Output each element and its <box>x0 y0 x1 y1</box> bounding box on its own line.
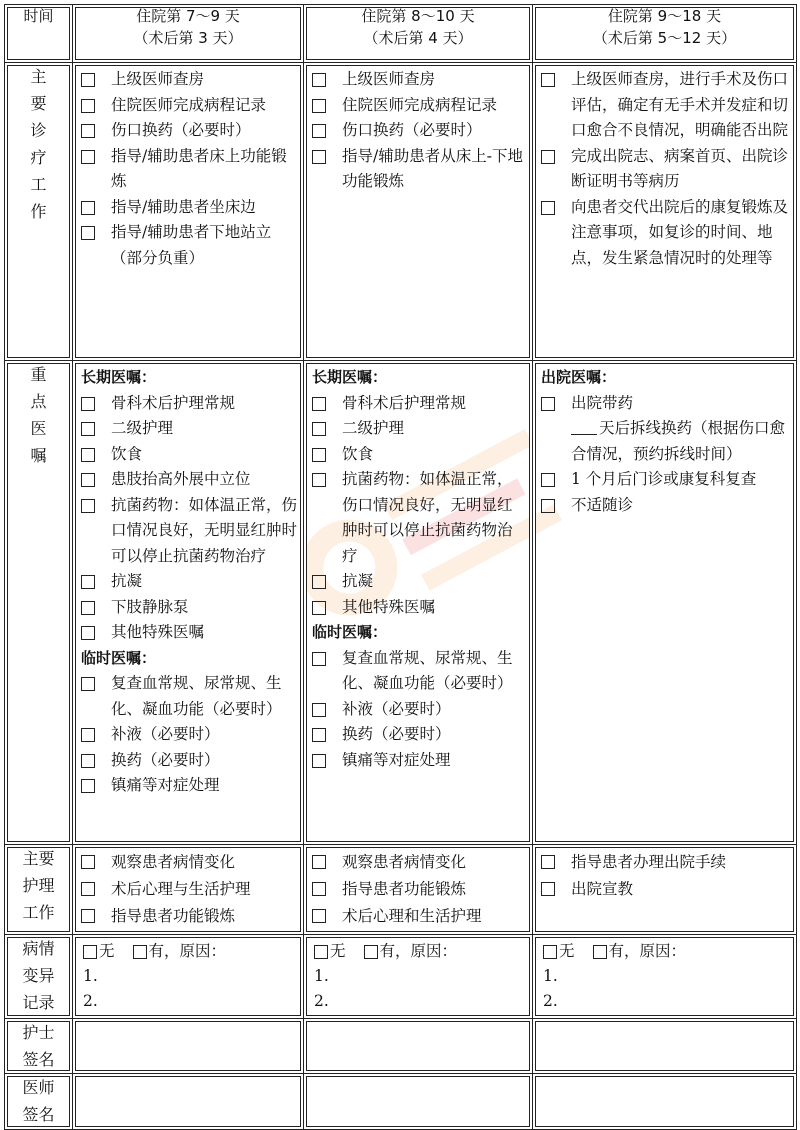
item-text: 其他特殊医嘱 <box>111 623 205 641</box>
checklist-item <box>81 876 297 903</box>
has-reason-label: 有，原因： <box>379 942 458 960</box>
checkbox-has[interactable] <box>364 945 378 959</box>
label-char: 要 <box>30 94 47 113</box>
checklist-item <box>541 391 790 417</box>
col3-header-line1: 住院第 9～18 天 <box>607 7 722 25</box>
reason-line-2[interactable]: 2. <box>83 992 98 1010</box>
checkbox[interactable] <box>81 73 95 87</box>
nurse-sign-label <box>5 1019 72 1073</box>
label-line: 签名 <box>22 1105 55 1124</box>
reason-line-1[interactable]: 1. <box>83 967 98 985</box>
checklist-item <box>541 195 790 272</box>
item-text: 其他特殊医嘱 <box>342 597 436 616</box>
label-char: 诊 <box>30 121 47 140</box>
variation-col1 <box>73 935 304 1019</box>
nursing-col1 <box>73 845 304 935</box>
checkbox[interactable] <box>312 882 326 896</box>
col1-header-cell <box>73 5 304 63</box>
col1-header-line1: 住院第 7～9 天 <box>136 7 240 25</box>
nurse-sign-row <box>5 1019 797 1074</box>
checkbox[interactable] <box>81 779 95 793</box>
item-text: 镇痛等对症处理 <box>342 750 451 769</box>
checkbox[interactable] <box>81 499 95 513</box>
col2-header-cell <box>304 5 533 63</box>
checkbox[interactable] <box>312 397 326 411</box>
checkbox[interactable] <box>81 124 95 138</box>
label-line: 医师 <box>22 1078 55 1097</box>
variation-label-cell <box>5 935 73 1019</box>
label-char: 主 <box>30 67 47 86</box>
checklist-item <box>541 467 790 493</box>
checklist-item <box>312 595 526 621</box>
item-text: 补液（必要时） <box>111 725 220 743</box>
item-text: 指导患者功能锻炼 <box>342 880 467 898</box>
item-text: 指导患者办理出院手续 <box>571 853 727 871</box>
nursing-col3 <box>533 845 797 935</box>
checklist-item <box>81 391 297 417</box>
item-text: 换药（必要时） <box>342 725 451 743</box>
checkbox[interactable] <box>541 499 555 513</box>
item-text: 伤口换药（必要时） <box>342 121 482 139</box>
label-line: 签名 <box>22 1050 55 1069</box>
checkbox[interactable] <box>541 201 555 215</box>
checkbox[interactable] <box>541 397 555 411</box>
checklist-item <box>81 493 297 570</box>
checklist-item <box>312 144 526 195</box>
checkbox[interactable] <box>81 448 95 462</box>
checkbox[interactable] <box>312 728 326 742</box>
checklist-item <box>81 849 297 876</box>
suture-removal-line <box>541 416 790 467</box>
checkbox[interactable] <box>312 703 326 717</box>
item-text: 出院宣教 <box>571 880 634 898</box>
checkbox[interactable] <box>541 150 555 164</box>
checkbox[interactable] <box>81 754 95 768</box>
checklist-item <box>81 144 297 195</box>
item-text: 出院带药 <box>571 393 634 412</box>
item-text: 骨科术后护理常规 <box>111 393 236 412</box>
item-text: 复查血常规、尿常规、生化、凝血功能（必要时） <box>342 648 513 692</box>
item-text: 1 个月后门诊或康复科复查 <box>571 470 757 488</box>
checklist-item <box>312 903 526 930</box>
checklist-item <box>312 697 526 723</box>
checkbox[interactable] <box>81 909 95 923</box>
item-text: 向患者交代出院后的康复锻炼及注意事项，如复诊的时间、地点，发生紧急情况时的处理等 <box>571 197 789 267</box>
item-text: 骨科术后护理常规 <box>342 393 467 412</box>
checkbox-none[interactable] <box>314 945 328 959</box>
checkbox[interactable] <box>312 909 326 923</box>
orders-row <box>5 361 797 845</box>
checklist-item <box>312 646 526 697</box>
checkbox[interactable] <box>312 124 326 138</box>
checklist-item <box>541 144 790 195</box>
col2-header-line1: 住院第 8～10 天 <box>361 7 475 25</box>
item-text: 抗凝 <box>342 572 374 590</box>
item-text: 饮食 <box>342 444 374 463</box>
checkbox[interactable] <box>81 397 95 411</box>
checklist-item <box>312 748 526 774</box>
label-line: 护理 <box>22 876 55 895</box>
checkbox[interactable] <box>312 73 326 87</box>
pathway-table <box>4 4 797 1130</box>
col1-header-line2: （术后第 3 天） <box>133 29 243 47</box>
long-term-orders-title: 长期医嘱： <box>312 368 388 386</box>
checkbox[interactable] <box>312 150 326 164</box>
variation-col3 <box>533 935 797 1019</box>
item-text: 二级护理 <box>342 419 405 437</box>
item-text: 镇痛等对症处理 <box>111 776 220 794</box>
checkbox[interactable] <box>541 473 555 487</box>
nurse-sign-col1[interactable] <box>73 1019 304 1074</box>
checkbox[interactable] <box>312 99 326 113</box>
checkbox[interactable] <box>312 473 326 487</box>
checklist-item <box>541 849 790 876</box>
label-char: 重 <box>30 365 47 384</box>
item-text: 补液（必要时） <box>342 699 451 718</box>
orders-label-cell <box>5 361 73 845</box>
checkbox[interactable] <box>312 422 326 436</box>
label-char: 作 <box>30 202 47 221</box>
checklist-item <box>81 93 297 119</box>
checklist-item <box>541 67 790 144</box>
none-label: 无 <box>330 942 346 960</box>
header-row <box>5 5 797 63</box>
nursing-col2 <box>304 845 533 935</box>
reason-line-1[interactable]: 1. <box>314 967 329 985</box>
item-text: 抗菌药物：如体温正常，伤口情况良好，无明显红肿时可以停止抗菌药物治疗 <box>111 495 298 565</box>
checkbox[interactable] <box>81 201 95 215</box>
checkbox[interactable] <box>541 855 555 869</box>
checkbox[interactable] <box>312 855 326 869</box>
label-line: 变异 <box>22 966 55 985</box>
checklist-item <box>312 569 526 595</box>
checkbox[interactable] <box>312 754 326 768</box>
checklist-item <box>81 67 297 93</box>
checkbox[interactable] <box>312 448 326 462</box>
variation-col2 <box>304 935 533 1019</box>
reason-line-2[interactable]: 2. <box>314 992 329 1010</box>
item-text: 住院医师完成病程记录 <box>342 95 498 114</box>
checklist-item <box>81 671 297 722</box>
item-text: 指导患者功能锻炼 <box>111 907 236 925</box>
checkbox[interactable] <box>312 575 326 589</box>
none-label: 无 <box>559 942 575 960</box>
label-line: 病情 <box>22 939 55 958</box>
checklist-item <box>312 67 526 93</box>
reason-line-1[interactable]: 1. <box>543 967 558 985</box>
main-work-col1 <box>73 63 304 361</box>
main-work-label-cell <box>5 63 73 361</box>
doctor-sign-label <box>5 1074 72 1128</box>
doctor-sign-col1[interactable] <box>73 1074 304 1130</box>
item-text: 抗菌药物：如体温正常，伤口情况良好，无明显红肿时可以停止抗菌药物治疗 <box>342 470 513 565</box>
checklist-item <box>81 467 297 493</box>
checkbox[interactable] <box>81 473 95 487</box>
checkbox[interactable] <box>312 601 326 615</box>
nursing-label-cell <box>5 845 73 935</box>
checklist-item <box>81 722 297 748</box>
main-work-col2 <box>304 63 533 361</box>
main-work-row <box>5 63 797 361</box>
checklist-item <box>81 195 297 221</box>
item-text: 抗凝 <box>111 572 143 590</box>
checklist-item <box>81 416 297 442</box>
checkbox[interactable] <box>81 626 95 640</box>
checkbox[interactable] <box>81 422 95 436</box>
nursing-row <box>5 845 797 935</box>
item-text: 复查血常规、尿常规、生化、凝血功能（必要时） <box>111 674 282 718</box>
checkbox[interactable] <box>81 575 95 589</box>
checklist-item <box>81 773 297 799</box>
label-char: 点 <box>30 392 47 411</box>
label-char: 嘱 <box>30 446 47 465</box>
item-text: 二级护理 <box>111 419 174 437</box>
label-char: 工 <box>30 175 47 194</box>
item-text: 伤口换药（必要时） <box>111 121 251 139</box>
nurse-sign-col2[interactable] <box>304 1019 533 1074</box>
discharge-orders-title: 出院医嘱： <box>541 368 617 386</box>
item-text: 术后心理与生活护理 <box>111 880 251 898</box>
checkbox[interactable] <box>81 226 95 240</box>
checklist-item <box>312 876 526 903</box>
variation-options <box>543 939 790 964</box>
label-line: 工作 <box>22 903 55 922</box>
item-text: 指导/辅助患者从床上-下地功能锻炼 <box>342 146 523 190</box>
item-text: 饮食 <box>111 444 143 463</box>
checkbox[interactable] <box>312 652 326 666</box>
nurse-sign-col3[interactable] <box>533 1019 797 1074</box>
item-text: 完成出院志、病案首页、出院诊断证明书等病历 <box>571 146 789 190</box>
checklist-item <box>312 722 526 748</box>
has-reason-label: 有，原因： <box>148 942 227 960</box>
time-header: 时间 <box>23 7 54 25</box>
item-text: 住院医师完成病程记录 <box>111 95 267 114</box>
label-line: 主要 <box>22 849 55 868</box>
col3-header-cell <box>533 5 797 63</box>
doctor-sign-row <box>5 1074 797 1130</box>
variation-options <box>83 939 297 964</box>
checklist-item <box>312 391 526 417</box>
temporary-orders-title: 临时医嘱： <box>81 648 157 667</box>
item-text: 术后心理和生活护理 <box>342 907 482 925</box>
suture-removal-text: 天后拆线换药（根据伤口愈合情况，预约拆线时间） <box>571 419 786 463</box>
item-text: 指导/辅助患者床上功能锻炼 <box>111 146 287 190</box>
long-term-orders-title: 长期医嘱： <box>81 368 157 386</box>
nurse-sign-label-cell <box>5 1019 73 1074</box>
time-header-cell <box>5 5 73 63</box>
checklist-item <box>312 93 526 119</box>
label-char: 医 <box>30 419 47 438</box>
checklist-item <box>312 416 526 442</box>
orders-label <box>5 361 72 469</box>
checkbox-has[interactable] <box>593 945 607 959</box>
checklist-item <box>81 442 297 468</box>
checklist-item <box>81 595 297 621</box>
item-text: 上级医师查房 <box>342 70 436 88</box>
checklist-item <box>81 118 297 144</box>
orders-col2 <box>304 361 533 845</box>
nursing-label <box>5 845 72 926</box>
none-label: 无 <box>99 942 115 960</box>
checklist-item <box>81 748 297 774</box>
checkbox[interactable] <box>81 99 95 113</box>
orders-col3 <box>533 361 797 845</box>
col2-header-line2: （术后第 4 天） <box>363 29 473 47</box>
checklist-item <box>81 220 297 271</box>
variation-row <box>5 935 797 1019</box>
checklist-item <box>312 467 526 569</box>
item-text: 上级医师查房 <box>111 70 205 88</box>
label-line: 护士 <box>22 1023 55 1042</box>
checklist-item <box>312 442 526 468</box>
doctor-sign-label-cell <box>5 1074 73 1130</box>
checklist-item <box>541 493 790 519</box>
checkbox[interactable] <box>81 150 95 164</box>
has-reason-label: 有，原因： <box>608 942 687 960</box>
checkbox-none[interactable] <box>543 945 557 959</box>
item-text: 下肢静脉泵 <box>111 597 189 616</box>
variation-label <box>5 935 72 1016</box>
checkbox[interactable] <box>81 882 95 896</box>
checkbox[interactable] <box>81 728 95 742</box>
checklist-item <box>81 620 297 646</box>
item-text: 观察患者病情变化 <box>342 853 467 871</box>
checkbox[interactable] <box>541 73 555 87</box>
label-char: 疗 <box>30 148 47 167</box>
days-blank-field[interactable] <box>571 418 597 435</box>
item-text: 上级医师查房，进行手术及伤口评估，确定有无手术并发症和切口愈合不良情况，明确能否出院 <box>571 70 789 139</box>
col3-header-line2: （术后第 5～12 天） <box>592 29 737 47</box>
doctor-sign-col2[interactable] <box>304 1074 533 1130</box>
item-text: 换药（必要时） <box>111 750 220 769</box>
item-text: 不适随诊 <box>571 495 634 514</box>
item-text: 指导/辅助患者坐床边 <box>111 197 256 216</box>
item-text: 指导/辅助患者下地站立（部分负重） <box>111 223 272 267</box>
checkbox[interactable] <box>81 855 95 869</box>
checkbox-none[interactable] <box>83 945 97 959</box>
reason-line-2[interactable]: 2. <box>543 992 558 1010</box>
orders-col1 <box>73 361 304 845</box>
variation-options <box>314 939 526 964</box>
checkbox-has[interactable] <box>133 945 147 959</box>
checklist-item <box>81 903 297 930</box>
checklist-item <box>81 569 297 595</box>
temporary-orders-title: 临时医嘱： <box>312 623 388 641</box>
checklist-item <box>541 876 790 903</box>
doctor-sign-col3[interactable] <box>533 1074 797 1130</box>
item-text: 观察患者病情变化 <box>111 853 236 871</box>
label-line: 记录 <box>22 993 55 1012</box>
checkbox[interactable] <box>81 601 95 615</box>
item-text: 患肢抬高外展中立位 <box>111 470 251 488</box>
checkbox[interactable] <box>541 882 555 896</box>
checklist-item <box>312 849 526 876</box>
main-work-col3 <box>533 63 797 361</box>
main-work-label <box>5 63 72 225</box>
checklist-item <box>312 118 526 144</box>
checkbox[interactable] <box>81 677 95 691</box>
